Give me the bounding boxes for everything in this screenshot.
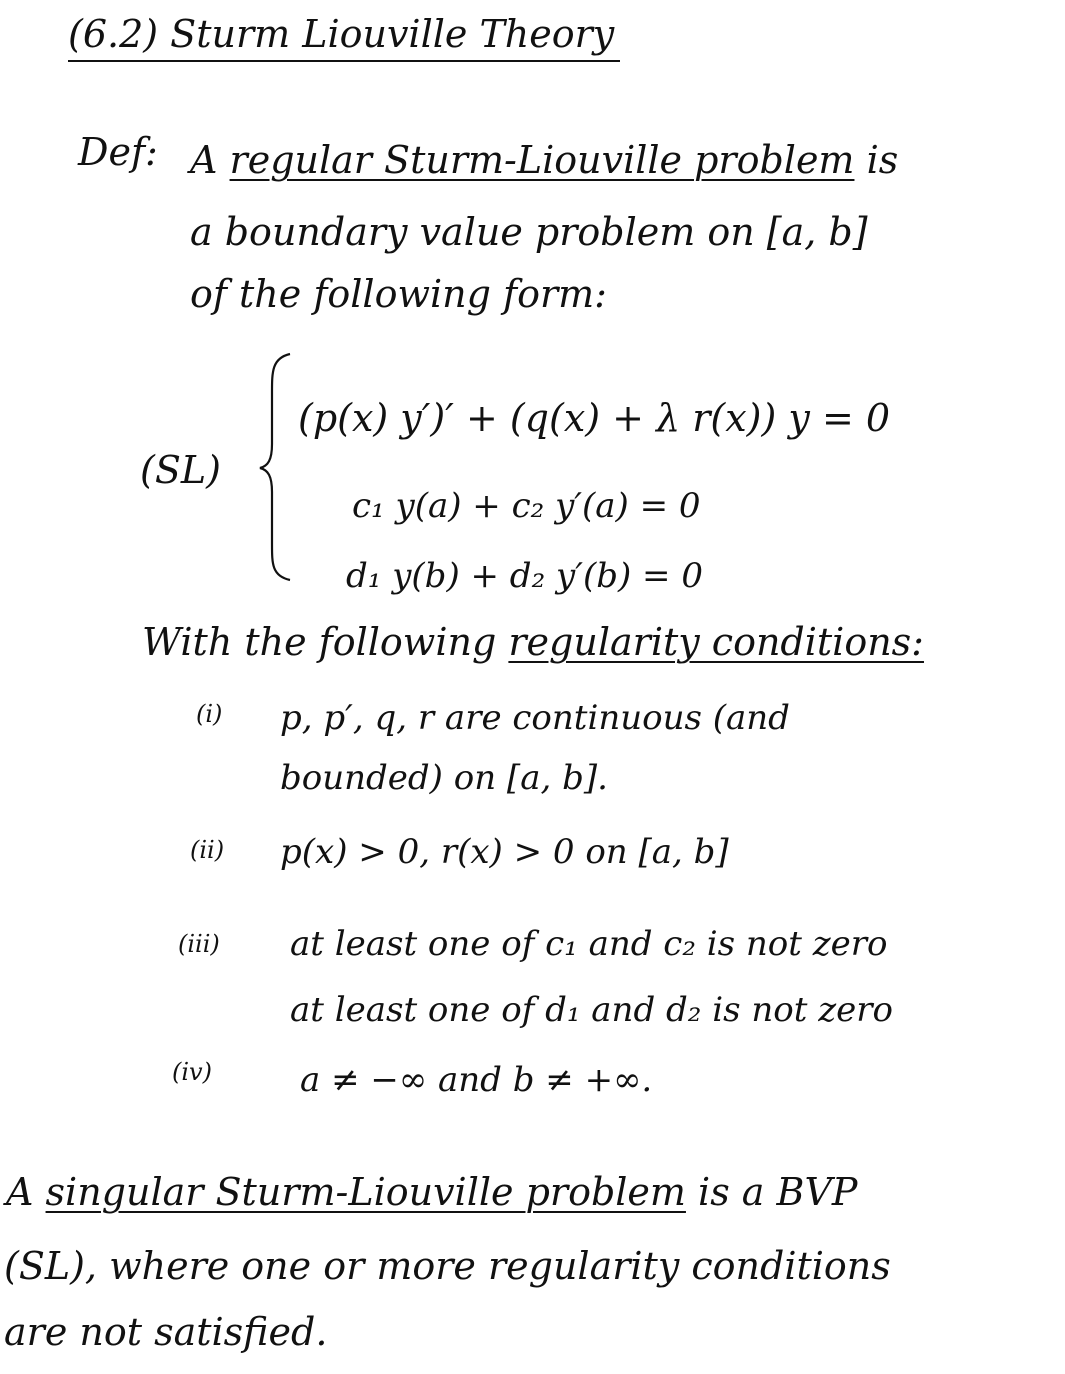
regularity-conditions-term: regularity conditions:: [508, 620, 924, 664]
condition-line: a ≠ −∞ and b ≠ +∞.: [300, 1060, 653, 1100]
definition-line-1: [190, 138, 898, 182]
singular-suffix: is a BVP: [698, 1170, 858, 1214]
left-brace-icon: [258, 352, 298, 582]
page-title: (6.2) Sturm Liouville Theory: [68, 12, 615, 56]
singular-prefix: A: [6, 1170, 34, 1214]
definition-line-2: a boundary value problem on [a, b]: [190, 210, 868, 254]
regular-sl-term: regular Sturm-Liouville problem: [229, 138, 855, 182]
condition-line: bounded) on [a, b].: [280, 758, 608, 798]
boundary-condition-a: c₁ y(a) + c₂ y′(a) = 0: [352, 486, 701, 526]
condition-number: (i): [196, 700, 223, 728]
definition-prefix: A: [190, 138, 218, 182]
condition-line: p, p′, q, r are continuous (and: [280, 698, 790, 738]
equation-main: (p(x) y′)′ + (q(x) + λ r(x)) y = 0: [298, 396, 891, 440]
definition-suffix: is: [866, 138, 899, 182]
conditions-intro-text: With the following: [142, 620, 497, 664]
condition-line: p(x) > 0, r(x) > 0 on [a, b]: [280, 832, 729, 872]
singular-line-2: (SL), where one or more regularity conditions: [4, 1244, 891, 1288]
definition-line-3: of the following form:: [190, 272, 607, 316]
condition-number: (ii): [190, 836, 225, 864]
conditions-intro: [142, 620, 924, 664]
boundary-condition-b: d₁ y(b) + d₂ y′(b) = 0: [346, 556, 703, 596]
condition-line: at least one of d₁ and d₂ is not zero: [290, 990, 893, 1030]
definition-label: Def:: [78, 130, 158, 174]
singular-line-1: [6, 1170, 857, 1214]
condition-number: (iv): [172, 1058, 212, 1086]
system-label: (SL): [140, 448, 221, 492]
singular-line-3: are not satisfied.: [4, 1310, 328, 1354]
condition-line: at least one of c₁ and c₂ is not zero: [290, 924, 888, 964]
singular-sl-term: singular Sturm-Liouville problem: [45, 1170, 686, 1214]
condition-number: (iii): [178, 930, 220, 958]
title-underline: [68, 60, 620, 62]
